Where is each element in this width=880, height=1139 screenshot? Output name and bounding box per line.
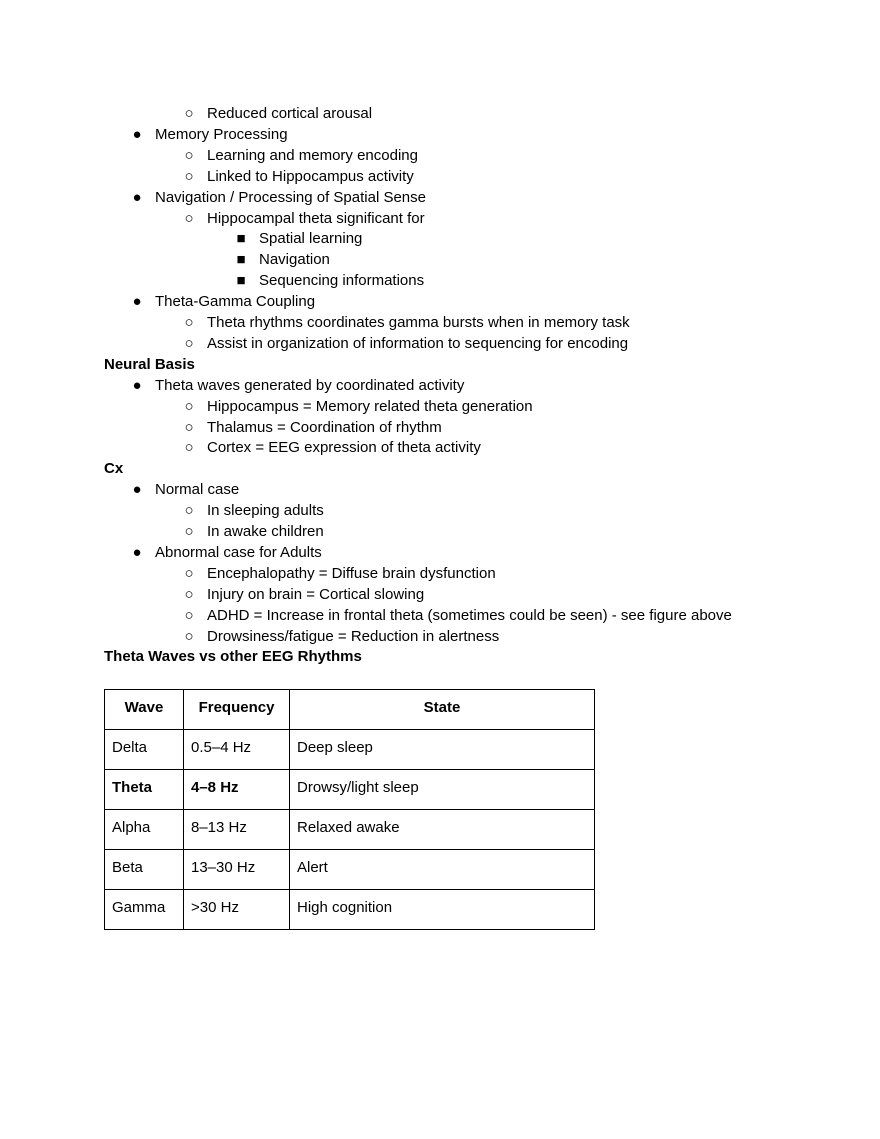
- list-item-text: Learning and memory encoding: [207, 146, 418, 164]
- table-cell: Theta: [105, 770, 184, 810]
- table-cell: Drowsy/light sleep: [290, 770, 595, 810]
- header-wave: Wave: [105, 690, 184, 730]
- header-frequency: Frequency: [184, 690, 290, 730]
- table-cell: 0.5–4 Hz: [184, 730, 290, 770]
- list-item-text: Navigation / Processing of Spatial Sense: [155, 188, 426, 206]
- list-item: [184, 417, 442, 438]
- list-item: [236, 270, 425, 291]
- bullet-icon: ●: [132, 543, 142, 561]
- list-item-text: Navigation: [259, 251, 330, 269]
- list-item: [132, 187, 426, 208]
- table-cell: Alpha: [105, 810, 184, 850]
- list-item-text: Cortex = EEG expression of theta activity: [207, 439, 481, 457]
- list-item: [132, 124, 288, 145]
- table-cell: Gamma: [105, 890, 184, 930]
- table-header-row: [105, 690, 595, 730]
- list-item-text: Abnormal case for Adults: [155, 543, 322, 561]
- table-row: [105, 890, 595, 930]
- table-cell: Deep sleep: [290, 730, 595, 770]
- bullet-icon: ○: [184, 146, 194, 164]
- table-row: [105, 730, 595, 770]
- bullet-icon: ●: [132, 125, 142, 143]
- list-item: [184, 500, 324, 521]
- list-item-text: Theta Waves vs other EEG Rhythms: [104, 648, 362, 666]
- bullet-icon: ○: [184, 585, 194, 603]
- list-item: [184, 145, 418, 166]
- list-item-text: Neural Basis: [104, 355, 195, 373]
- list-item: [184, 437, 481, 458]
- bullet-icon: ○: [184, 627, 194, 645]
- bullet-icon: ●: [132, 293, 142, 311]
- list-item: [184, 396, 533, 417]
- list-item-text: Linked to Hippocampus activity: [207, 167, 414, 185]
- bullet-icon: ●: [132, 481, 142, 499]
- list-item-text: Normal case: [155, 481, 240, 499]
- list-item: [184, 312, 630, 333]
- bullet-icon: ○: [184, 418, 194, 436]
- bullet-icon: ○: [184, 209, 194, 227]
- bullet-icon: ○: [184, 334, 194, 352]
- list-item: [132, 375, 465, 396]
- list-item-text: ADHD = Increase in frontal theta (sometimes could be seen) - see figure above: [207, 606, 732, 624]
- table-row: [105, 850, 595, 890]
- section-heading: [104, 646, 362, 667]
- header-state: State: [290, 690, 595, 730]
- list-item-text: In sleeping adults: [207, 502, 324, 520]
- list-item: [184, 584, 425, 605]
- bullet-icon: ○: [184, 439, 194, 457]
- bullet-icon: ○: [184, 397, 194, 415]
- table-cell: Delta: [105, 730, 184, 770]
- bullet-icon: ■: [236, 251, 246, 269]
- list-item: [184, 208, 425, 229]
- section-heading: [104, 458, 123, 479]
- list-item: [184, 605, 732, 626]
- list-item-text: Assist in organization of information to sequencing for encoding: [207, 334, 629, 352]
- list-item-text: Theta-Gamma Coupling: [155, 293, 316, 311]
- table-cell: Alert: [290, 850, 595, 890]
- list-item-text: Cx: [104, 460, 124, 478]
- list-item: [184, 333, 629, 354]
- bullet-icon: ●: [132, 376, 142, 394]
- list-item-text: In awake children: [207, 523, 324, 540]
- table-cell: Beta: [105, 850, 184, 890]
- list-item-text: Encephalopathy = Diffuse brain dysfunction: [207, 564, 496, 582]
- list-item: [184, 563, 496, 584]
- eeg-rhythms-table: [104, 689, 595, 930]
- table-cell: Relaxed awake: [290, 810, 595, 850]
- list-item-text: Reduced cortical arousal: [207, 105, 373, 122]
- list-item: [184, 166, 414, 187]
- table-cell: >30 Hz: [184, 890, 290, 930]
- table-cell: 13–30 Hz: [184, 850, 290, 890]
- list-item-text: Spatial learning: [259, 230, 363, 248]
- bullet-icon: ■: [236, 272, 246, 290]
- bullet-icon: ○: [184, 167, 194, 185]
- bullet-icon: ■: [236, 230, 246, 248]
- list-item: [184, 521, 324, 542]
- list-item-text: Drowsiness/fatigue = Reduction in alertness: [207, 627, 500, 645]
- bullet-icon: ○: [184, 502, 194, 520]
- bullet-icon: ○: [184, 564, 194, 582]
- list-item: [132, 291, 316, 312]
- list-item-text: Thalamus = Coordination of rhythm: [207, 418, 442, 436]
- bullet-icon: ○: [184, 105, 194, 122]
- list-item-text: Hippocampal theta significant for: [207, 209, 425, 227]
- list-item-text: Theta rhythms coordinates gamma bursts when in memory task: [207, 314, 630, 331]
- list-item: [184, 626, 500, 647]
- list-item-text: Theta waves generated by coordinated activity: [155, 376, 465, 394]
- bullet-icon: ○: [184, 314, 194, 331]
- table-cell: High cognition: [290, 890, 595, 930]
- table-cell: 8–13 Hz: [184, 810, 290, 850]
- list-item: [132, 542, 322, 563]
- list-item-text: Hippocampus = Memory related theta generation: [207, 397, 533, 415]
- section-heading: [104, 354, 195, 375]
- list-item: [184, 103, 373, 124]
- list-item-text: Sequencing informations: [259, 272, 425, 290]
- bullet-icon: ○: [184, 606, 194, 624]
- bullet-icon: ○: [184, 523, 194, 540]
- bullet-icon: ●: [132, 188, 142, 206]
- table-cell: 4–8 Hz: [184, 770, 290, 810]
- list-item-text: Injury on brain = Cortical slowing: [207, 585, 425, 603]
- table-row: [105, 770, 595, 810]
- table-row: [105, 810, 595, 850]
- list-item: [236, 228, 363, 249]
- list-item: [132, 479, 240, 500]
- list-item: [236, 249, 330, 270]
- list-item-text: Memory Processing: [155, 125, 288, 143]
